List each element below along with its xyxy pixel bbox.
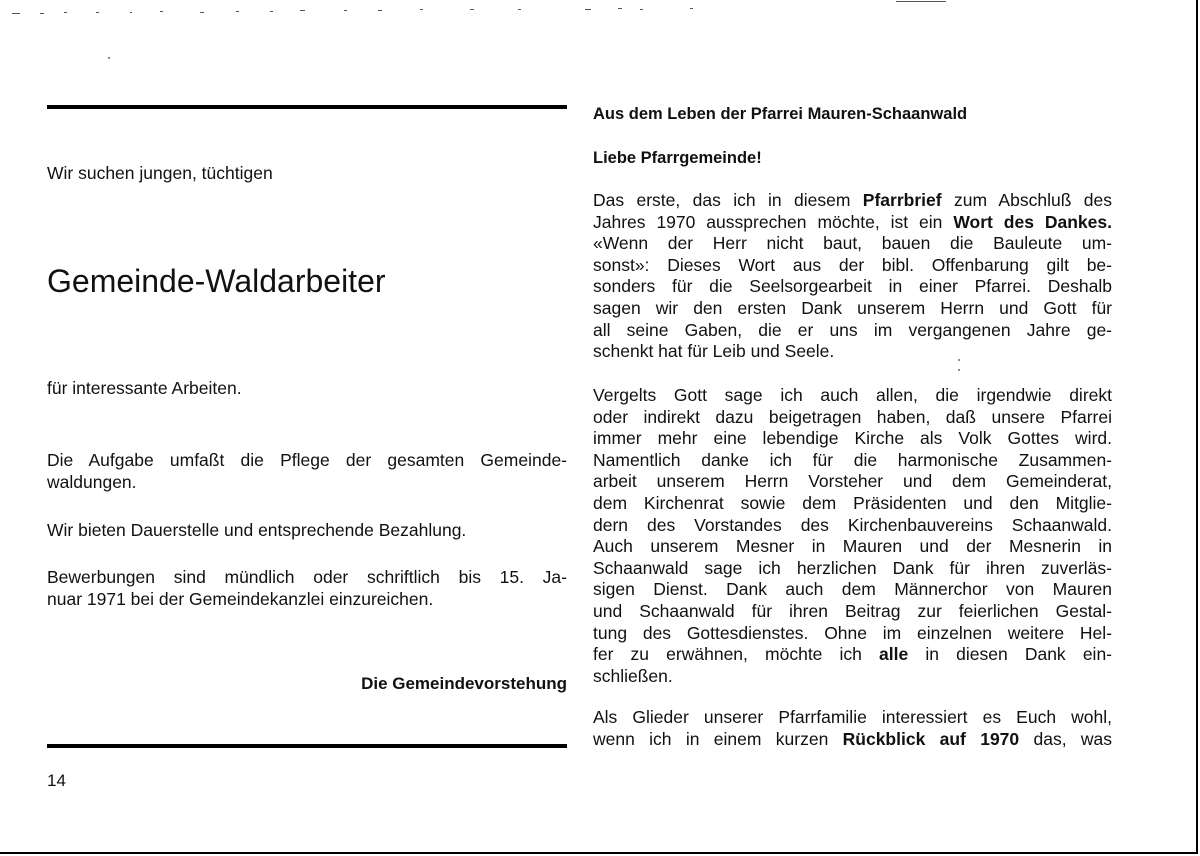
paragraph-line: sonders für die Seelsorgearbeit in einer Pfarrei. Deshalb: [593, 276, 1112, 297]
paragraph-line: und Schaanwald für ihren Beitrag zur feierlichen Gestal-: [593, 600, 1112, 621]
paragraph-thanks: [593, 190, 1112, 363]
ad-apply: [47, 567, 567, 610]
paragraph-line: Das erste, das ich in diesem Pfarrbrief zum Abschluß des: [593, 190, 1112, 210]
ad-apply-line-1: Bewerbungen sind mündlich oder schriftlich bis 15. Ja-: [47, 567, 567, 587]
ad-task-line-2: waldungen.: [47, 471, 137, 492]
top-rule: [47, 105, 567, 109]
paragraph-line: Auch unserem Mesner in Mauren und der Mesnerin in: [593, 536, 1112, 557]
bottom-rule: [47, 744, 567, 748]
paragraph-line: sonst»: Dieses Wort aus der bibl. Offenbarung gilt be-: [593, 254, 1112, 275]
paragraph-line: tung des Gottesdienstes. Ohne im einzelnen weitere Hel-: [593, 622, 1112, 643]
article-greeting: Liebe Pfarrgemeinde!: [593, 149, 762, 167]
paragraph-line: dem Kirchenrat sowie dem Präsidenten und den Mitglie-: [593, 492, 1112, 513]
paragraph-line: «Wenn der Herr nicht baut, bauen die Bauleute um-: [593, 233, 1112, 254]
ad-signature: Die Gemeindevorstehung: [361, 674, 567, 693]
paragraph-line: oder indirekt dazu beigetragen haben, daß unsere Pfarrei: [593, 406, 1112, 427]
article-title: Aus dem Leben der Pfarrei Mauren-Schaanwald: [593, 105, 968, 123]
scan-speck: [108, 57, 110, 59]
page-number: 14: [47, 771, 66, 790]
paragraph-line: sagen wir den ersten Dank unserem Herrn und Gott für: [593, 297, 1112, 318]
ad-task-line-1: Die Aufgabe umfaßt die Pflege der gesamten Gemeinde-: [47, 450, 567, 470]
scan-speck: [958, 359, 960, 361]
ad-intro: Wir suchen jungen, tüchtigen: [47, 163, 273, 183]
ad-headline: Gemeinde-Waldarbeiter: [47, 263, 386, 299]
paragraph-line: arbeit unserem Herrn Vorsteher und dem Gemeinderat,: [593, 471, 1112, 492]
paragraph-line: wenn ich in einem kurzen Rückblick auf 1970 das, was: [593, 728, 1113, 749]
paragraph-line: Vergelts Gott sage ich auch allen, die irgendwie direkt: [593, 385, 1112, 405]
paragraph-review: [593, 707, 1112, 750]
paragraph-line: schenkt hat für Leib und Seele.: [593, 341, 835, 362]
paragraph-line: dern des Vorstandes des Kirchenbauvereins Schaanwald.: [593, 514, 1112, 535]
ad-apply-line-2: nuar 1971 bei der Gemeindekanzlei einzureichen.: [47, 588, 434, 609]
ad-for-work: für interessante Arbeiten.: [47, 378, 242, 398]
paragraph-line: all seine Gaben, die er uns im vergangenen Jahre ge-: [593, 319, 1112, 340]
paragraph-line: Als Glieder unserer Pfarrfamilie interessiert es Euch wohl,: [593, 707, 1112, 727]
ad-offer: Wir bieten Dauerstelle und entsprechende Bezahlung.: [47, 520, 467, 540]
scan-artifacts: [0, 0, 1200, 14]
paragraph-line: schließen.: [593, 665, 673, 686]
paragraph-line: immer mehr eine lebendige Kirche als Volk Gottes wird.: [593, 428, 1112, 449]
paragraph-line: Schaanwald sage ich herzlichen Dank für ihren zuverläs-: [593, 557, 1112, 578]
ad-task: [47, 450, 567, 493]
paragraph-line: sigen Dienst. Dank auch dem Männerchor von Mauren: [593, 579, 1112, 600]
scan-speck: [958, 369, 960, 371]
paragraph-line: Jahres 1970 aussprechen möchte, ist ein Wort des Dankes.: [593, 211, 1112, 232]
paragraph-line: fer zu erwähnen, möchte ich alle in diesen Dank ein-: [593, 644, 1112, 665]
paragraph-line: Namentlich danke ich für die harmonische Zusammen-: [593, 449, 1112, 470]
paragraph-gratitude: [593, 385, 1112, 687]
